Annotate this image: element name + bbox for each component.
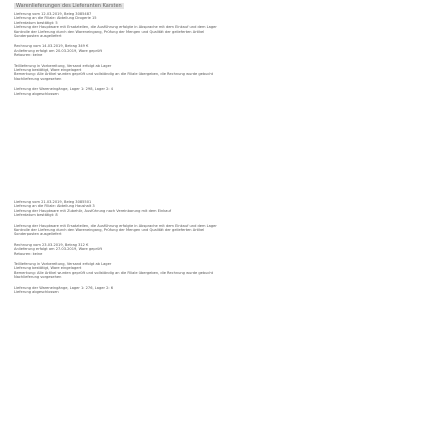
- text-line: Lieferung der Hauptware mit Zubehör, Ausführung nach Vereinbarung mit dem Einkauf: [14, 208, 172, 213]
- text-line: Lieferung der Wareneingänge, Lager 1: 298, Lager 2: 4: [14, 87, 114, 92]
- text-line: Lieferung bestätigt, Ware eingelagert: [14, 266, 82, 271]
- text-line: Lieferung abgeschlossen: [14, 290, 59, 295]
- text-line: Lieferung an die Filiale: Abteilung Drogerie 15: [14, 16, 97, 21]
- text-line: Kontrolle der Lieferung durch den Wareneingang, Prüfung der Mengen und Qualität der gelieferten Artikel: [14, 29, 205, 34]
- text-line: Bemerkung: Alle Artikel wurden geprüft und vollständig an die Filiale übergeben, die Rechnung wurde gebucht: [14, 72, 214, 77]
- text-line: Lieferung abgeschlossen: [14, 91, 59, 96]
- text-line: Kontrolle der Lieferung durch den Wareneingang, Prüfung der Mengen und Qualität der gelieferten Artikel: [14, 228, 205, 233]
- delivery-section-1: [14, 12, 414, 96]
- text-line: Anlieferung erfolgt am 27.03.2019, Ware geprüft: [14, 247, 102, 252]
- text-line: Teillieferung in Vorbereitung, Versand erfolgt ab Lager: [14, 63, 112, 68]
- text-line: Retouren: keine: [14, 251, 43, 256]
- text-line: Lieferdatum bestätigt: 5: [14, 20, 58, 25]
- text-line: Lieferdatum bestätigt: 8: [14, 213, 58, 218]
- text-line: Retouren: keine: [14, 53, 43, 58]
- text-line: Nachlieferung vorgesehen: [14, 275, 62, 280]
- text-line: Sonderposten ausgeliefert: [14, 232, 62, 237]
- text-line: Lieferung vom 21.03.2019, Beleg 3085501: [14, 200, 92, 204]
- text-line: Lieferung der Hauptware mit Ersatzteilen, die Ausführung erfolgte in Absprache mit dem Einkauf und dem Lager: [14, 25, 217, 30]
- text-line: Rechnung vom 23.03.2019, Betrag 312 €: [14, 242, 89, 247]
- document-header: Warenlieferungen des Lieferanten Karsten: [14, 3, 124, 9]
- text-line: Anlieferung erfolgt am 20.03.2019, Ware geprüft: [14, 48, 102, 53]
- text-line: Nachlieferung vorgesehen: [14, 76, 62, 81]
- text-line: Rechnung vom 14.03.2019, Betrag 349 €: [14, 44, 89, 49]
- text-line: Bemerkung: Alle Artikel wurden geprüft und vollständig an die Filiale übergeben, die Rechnung wurde gebucht: [14, 270, 214, 275]
- text-line: Lieferung der Wareneingänge, Lager 1: 276, Lager 2: 6: [14, 285, 114, 290]
- text-line: Lieferung an die Filiale: Abteilung Haushalt 3: [14, 204, 95, 209]
- delivery-section-2: [14, 200, 414, 295]
- text-line: Sonderposten ausgeliefert: [14, 34, 62, 39]
- text-line: Lieferung bestätigt, Ware eingelagert: [14, 68, 82, 73]
- text-line: Lieferung vom 12.03.2019, Beleg 3085487: [14, 12, 92, 16]
- text-line: Lieferung der Hauptware mit Ersatzteilen, die Ausführung erfolgte in Absprache mit dem Einkauf und dem Lager: [14, 223, 217, 228]
- text-line: Teillieferung in Vorbereitung, Versand erfolgt ab Lager: [14, 262, 112, 267]
